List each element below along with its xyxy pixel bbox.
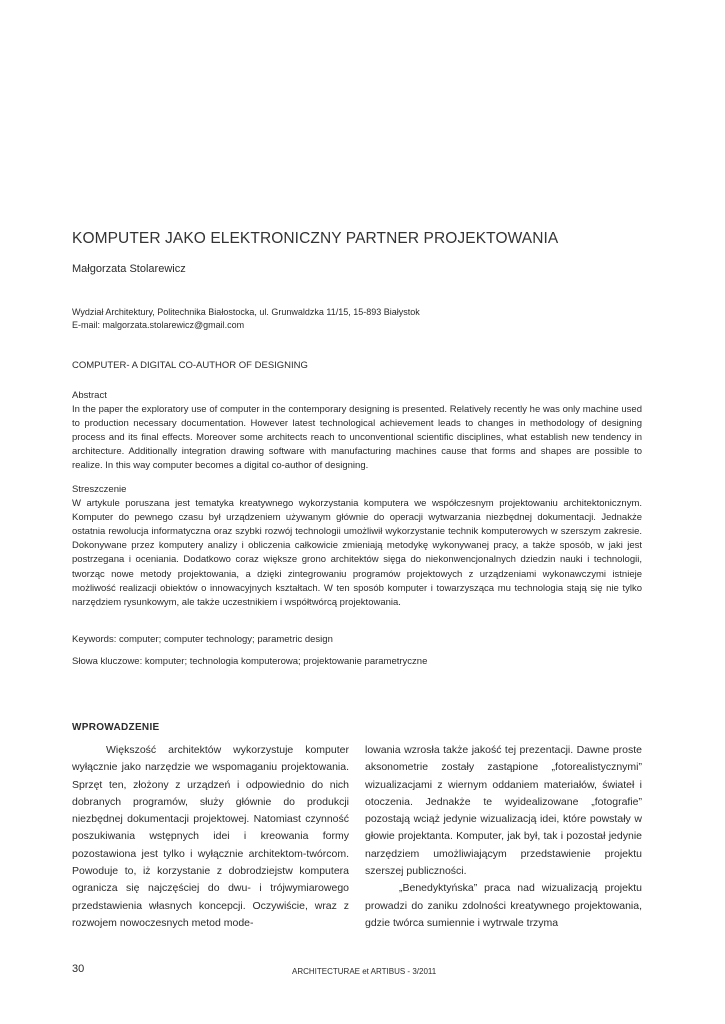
article-title: KOMPUTER JAKO ELEKTRONICZNY PARTNER PROJEKTOWANIA: [72, 230, 559, 247]
streszczenie-text: W artykule poruszana jest tematyka kreatywnego wykorzystania komputera we współczesnym projektowaniu architektonicznym. Komputer do pewnego czasu był urządzeniem używanym głównie do operacji wytwarzania niezbędnej dokumentacji. Jednakże ostatnia rewolucja informatyczna oraz szybki rozwój technologii umożliwił wykorzystanie technik komputerowych w szerszym zakresie. Dokonywane przez komputery analizy i obliczenia całkowicie zmieniają metodykę wykonywanej pracy, a także sposób, w jaki jest postrzegana i oceniania. Dodatkowo coraz większe grono architektów sięga do niekonwencjonalnych dziedzin nauki i technologii, tworząc nowe metody projektowania, a dzięki zintegrowaniu programów projektowych z urządzeniami wykonawczymi istnieje możliwość realizacji obiektów o innowacyjnych kształtach. W ten sposób komputer i towarzysząca mu technologia stają się nie tylko narzędziem rysunkowym, ale także uczestnikiem i współtwórcą projektowania.: [72, 498, 642, 608]
streszczenie-heading: Streszczenie: [72, 484, 127, 495]
abstract-heading: Abstract: [72, 390, 107, 401]
abstract-block: [72, 389, 642, 474]
paragraph: „Benedyktyńska” praca nad wizualizacją projektu prowadzi do zaniku zdolności kreatywnego projektowania, gdzie twórca sumiennie i wytrwale trzyma: [365, 882, 642, 929]
affiliation: Wydział Architektury, Politechnika Białostocka, ul. Grunwaldzka 11/15, 15-893 Białystok: [72, 307, 420, 317]
streszczenie-block: [72, 483, 642, 610]
keywords-en: Keywords: computer; computer technology; parametric design: [72, 634, 333, 645]
section-heading: WPROWADZENIE: [72, 722, 160, 733]
journal-footer: ARCHITECTURAE et ARTIBUS - 3/2011: [292, 967, 437, 976]
author-name: Małgorzata Stolarewicz: [72, 263, 186, 275]
abstract-text: In the paper the exploratory use of computer in the contemporary designing is presented. Relatively recently he was only machine used to production necessary documentation. However latest technological achievement leads to changes in methodology of designing process and its final effects. Moreover some architects reach to unconventional scientific disciplines, what establish new tendency in architecture. Additionally integration drawing software with manufacturing machines cause that forms and shapes are possible to realize. In this way computer becomes a digital co-author of designing.: [72, 404, 642, 472]
affiliation-block: [72, 306, 420, 332]
email: E-mail: malgorzata.stolarewicz@gmail.com: [72, 320, 245, 330]
body-column-left: [72, 742, 349, 932]
paragraph: Większość architektów wykorzystuje komputer wyłącznie jako narzędzie we wspomaganiu projektowania. Sprzęt ten, złożony z urządzeń i odpowiednio do nich dobranych programów, służy głównie do produkcji niezbędnej dokumentacji projektowej. Natomiast czynność poszukiwania wstępnych idei i kreowania formy pozostawiona jest tylko i wyłącznie architektom-twórcom. Powoduje to, iż korzystanie z dobrodziejstw komputera ogranicza się najczęściej do dwu- i trójwymiarowego przedstawienia własnych koncepcji. Oczywiście, wraz z rozwojem nowoczesnych metod mode-: [72, 744, 349, 929]
english-title: COMPUTER- A DIGITAL CO-AUTHOR OF DESIGNING: [72, 360, 308, 371]
page-number: 30: [72, 963, 85, 975]
paragraph: lowania wzrosła także jakość tej prezentacji. Dawne proste aksonometrie zostały zastąpione „fotorealistycznymi” wizualizacjami z wiernym oddaniem materiałów, świateł i otoczenia. Jednakże te wyidealizowane „fotografie” pozostają wciąż jedynie wizualizacją idei, które powstały w głowie projektanta. Komputer, jak był, tak i pozostał jedynie narzędziem umożliwiającym przedstawienie projektu szerszej publiczności.: [365, 744, 642, 878]
keywords-pl: Słowa kluczowe: komputer; technologia komputerowa; projektowanie parametryczne: [72, 656, 428, 667]
body-column-right: [365, 742, 642, 932]
